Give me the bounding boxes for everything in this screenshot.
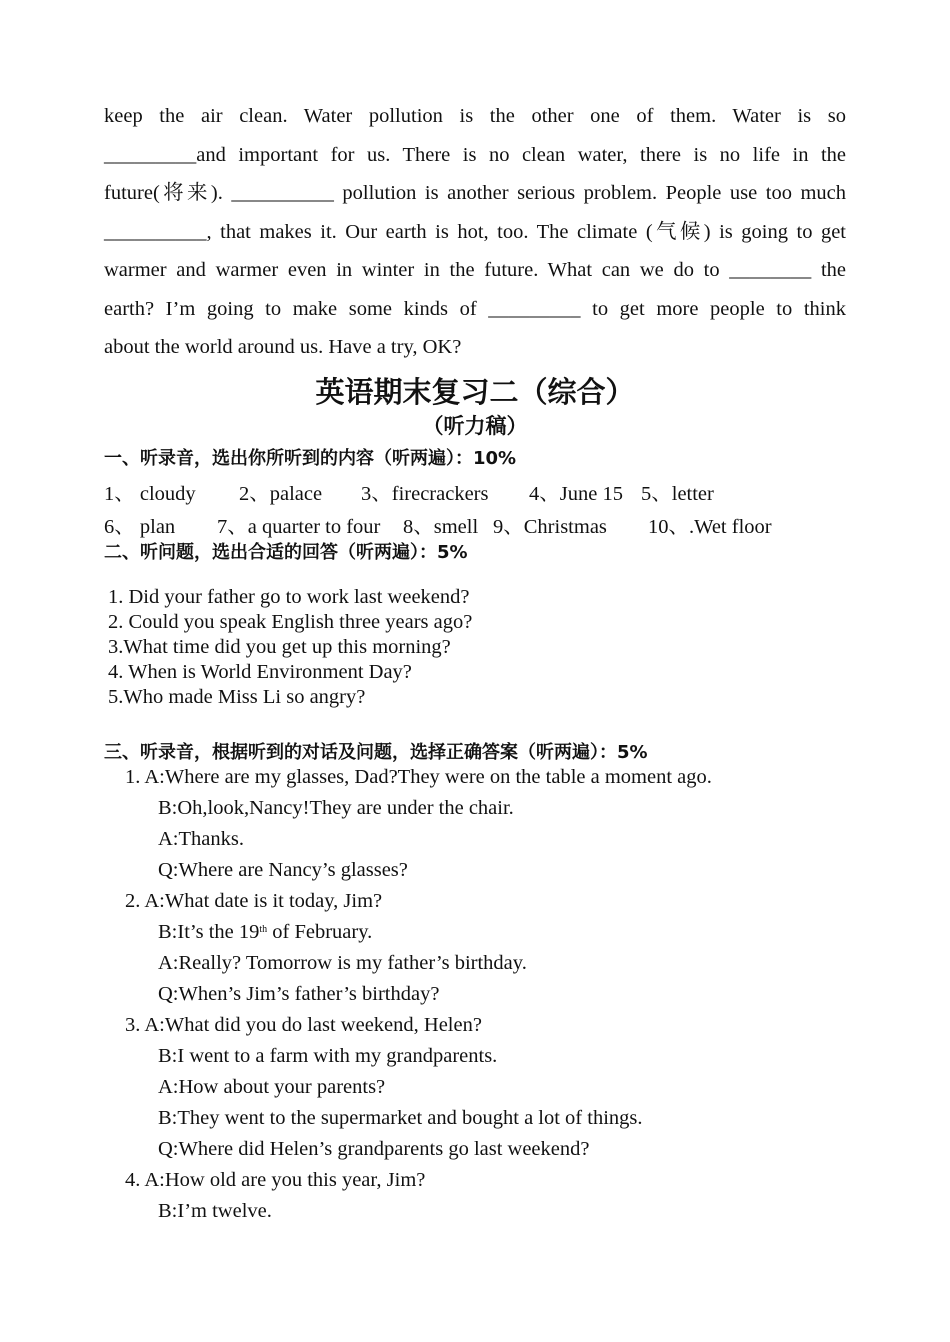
question-list (108, 585, 472, 710)
passage-line: __________, that makes it. Our earth is hot, too. The climate (气候) is going to get (104, 220, 846, 243)
option-item: 5、letter (641, 483, 714, 505)
dialogue-line: 2. A:What date is it today, Jim? (125, 890, 383, 912)
passage-line: keep the air clean. Water pollution is the other one of them. Water is so (104, 105, 846, 127)
question-item: 3.What time did you get up this morning? (108, 636, 451, 658)
dialogue-line: A:How about your parents? (158, 1076, 386, 1098)
question-item: 2. Could you speak English three years ago? (108, 611, 473, 633)
dialogue-line: Q:Where are Nancy’s glasses? (158, 859, 408, 881)
option-item: 7、a quarter to four (217, 516, 381, 538)
question-item: 1. Did your father go to work last weekend? (108, 586, 470, 608)
passage-line: earth? I’m going to make some kinds of _________ to get more people to think (104, 297, 846, 320)
dialogue-line: 1. A:Where are my glasses, Dad?They were on the table a moment ago. (125, 766, 712, 788)
dialogue-line: B:They went to the supermarket and bought a lot of things. (158, 1107, 643, 1129)
dialogue-line: 4. A:How old are you this year, Jim? (125, 1169, 426, 1191)
option-item: 9、Christmas (493, 516, 607, 538)
page-title: 英语期末复习二（综合） (315, 375, 635, 409)
dialogue-line: A:Really? Tomorrow is my father’s birthday. (158, 952, 527, 974)
option-item: 2、palace (239, 483, 323, 505)
passage (104, 97, 846, 367)
passage-line: future(将来). __________ pollution is another serious problem. People use too much (104, 182, 846, 204)
dialogue-line (125, 917, 712, 948)
dialogue-line: B:I’m twelve. (158, 1200, 272, 1222)
dialogue-line: Q:Where did Helen’s grandparents go last weekend? (158, 1138, 590, 1160)
dialogue-line: A:Thanks. (158, 828, 244, 850)
dialogue-line: B:I went to a farm with my grandparents. (158, 1045, 498, 1067)
question-item: 5.Who made Miss Li so angry? (108, 686, 366, 708)
option-item: 3、firecrackers (361, 483, 489, 505)
option-item: 10、.Wet floor (648, 516, 772, 538)
dialogue-line: 3. A:What did you do last weekend, Helen? (125, 1014, 482, 1036)
option-item: 1、 cloudy (104, 483, 196, 505)
question-item: 4. When is World Environment Day? (108, 661, 412, 683)
passage-line: about the world around us. Have a try, OK? (104, 336, 462, 358)
section2-heading: 二、听问题，选出合适的回答（听两遍）：5% (104, 542, 468, 563)
passage-line: _________and important for us. There is no clean water, there is no life in the (104, 143, 846, 166)
page-subtitle: （听力稿） (422, 414, 528, 438)
option-item: 6、 plan (104, 516, 176, 538)
section3-heading: 三、听录音，根据听到的对话及问题，选择正确答案（听两遍）：5% (104, 742, 648, 763)
date-text-rest: of February. (267, 921, 373, 943)
option-item: 4、June 15 (529, 483, 623, 505)
section1-heading: 一、听录音，选出你所听到的内容（听两遍）：10% (104, 448, 517, 469)
ordinal-suffix: th (259, 924, 268, 935)
dialogue-line: Q:When’s Jim’s father’s birthday? (158, 983, 440, 1005)
dialogue-line: B:Oh,look,Nancy!They are under the chair. (158, 797, 514, 819)
option-item: 8、smell (403, 516, 479, 538)
dialogue-list (125, 762, 712, 1227)
passage-line: warmer and warmer even in winter in the future. What can we do to ________ the (104, 259, 846, 281)
date-text: B:It’s the 19 (158, 921, 260, 943)
